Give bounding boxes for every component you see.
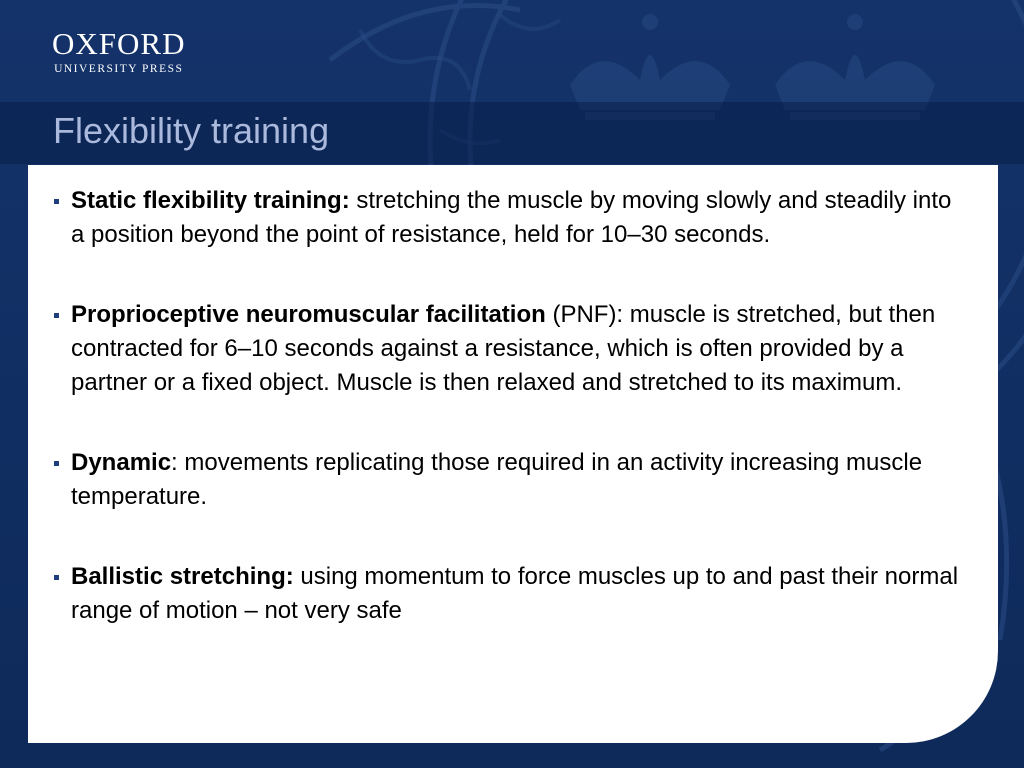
square-bullet-icon (54, 461, 59, 466)
bullet-text: : movements replicating those required in an activity increasing muscle temperature. (71, 449, 923, 510)
bullet-term: Ballistic stretching: (71, 563, 294, 590)
slide-title: Flexibility training (53, 110, 330, 151)
bullet-list (54, 184, 964, 628)
square-bullet-icon (54, 313, 59, 318)
oxford-logo (52, 28, 185, 77)
bullet-pnf (54, 298, 964, 400)
square-bullet-icon (54, 575, 59, 580)
bullet-term: Static flexibility training: (71, 187, 350, 214)
bullet-dynamic (54, 446, 964, 514)
logo-subtitle: UNIVERSITY PRESS (54, 63, 184, 75)
bullet-text: using momentum to force muscles up to and past their normal range of motion – not very safe (71, 563, 959, 624)
bullet-ballistic (54, 560, 964, 628)
bullet-term: Dynamic (71, 449, 172, 476)
bullet-term: Proprioceptive neuromuscular facilitation (71, 301, 546, 328)
bullet-text: (PNF): muscle is stretched, but then contracted for 6–10 seconds against a resistance, which is often provided by a partner or a fixed object. Muscle is then relaxed and stretched to its maximum. (71, 301, 936, 396)
logo-name: OXFORD (52, 26, 186, 61)
bullet-static (54, 184, 964, 252)
bullet-text: stretching the muscle by moving slowly and steadily into a position beyond the point of resistance, held for 10–30 seconds. (71, 187, 952, 248)
square-bullet-icon (54, 199, 59, 204)
content-panel (28, 165, 998, 743)
